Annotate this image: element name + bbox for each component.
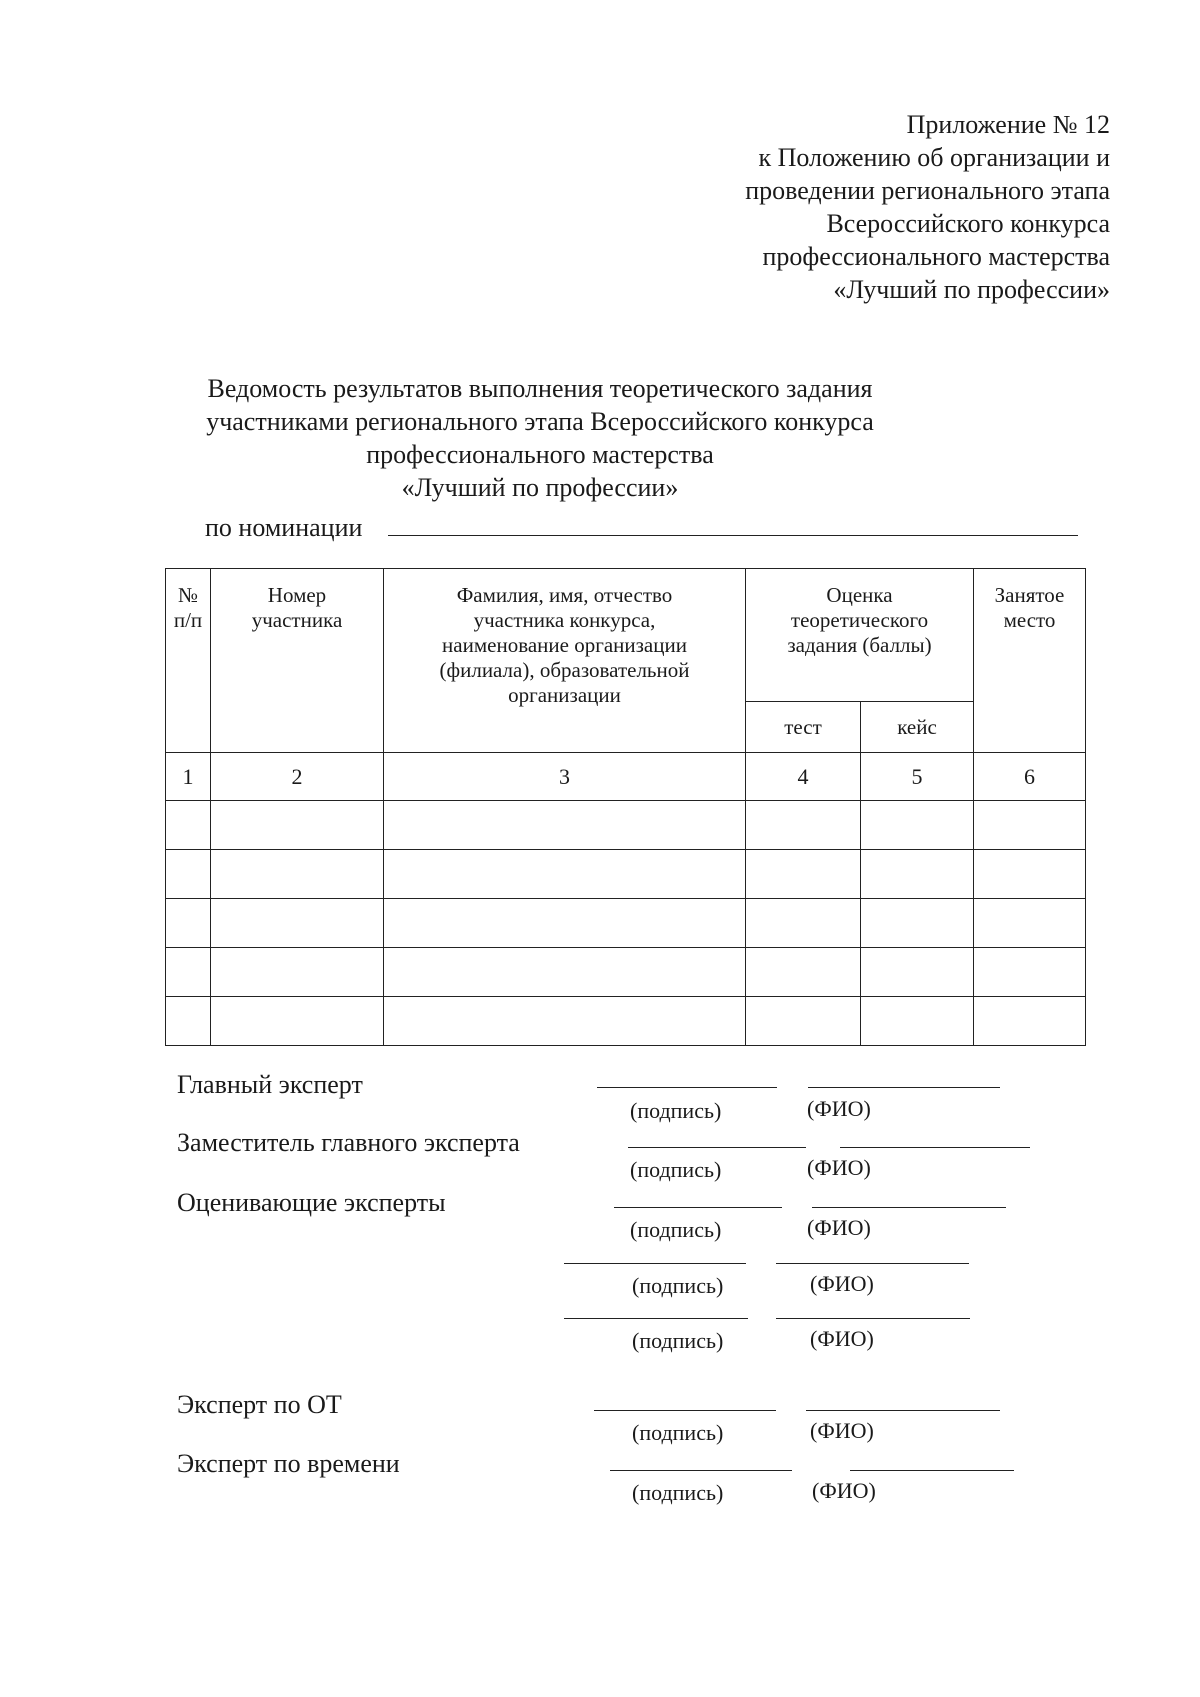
name-caption: (ФИО)	[807, 1155, 871, 1180]
role-time-expert: Эксперт по времени	[177, 1449, 400, 1478]
appendix-line: профессионального мастерства	[762, 242, 1110, 271]
name-line[interactable]	[806, 1410, 1000, 1411]
column-number: 4	[746, 753, 861, 801]
signature-caption: (подпись)	[632, 1328, 724, 1353]
signature-caption: (подпись)	[630, 1098, 722, 1123]
name-line[interactable]	[812, 1207, 1006, 1208]
name-caption: (ФИО)	[810, 1271, 874, 1296]
title-line: участниками регионального этапа Всероссийского конкурса	[206, 407, 874, 436]
role-chief-expert: Главный эксперт	[177, 1070, 363, 1099]
name-caption: (ФИО)	[807, 1215, 871, 1240]
name-line[interactable]	[776, 1263, 969, 1264]
appendix-line: проведении регионального этапа	[745, 176, 1110, 205]
header-place: Занятое место	[974, 569, 1086, 753]
role-deputy-expert: Заместитель главного эксперта	[177, 1128, 520, 1157]
signature-line[interactable]	[614, 1207, 782, 1208]
title-line: «Лучший по профессии»	[401, 473, 679, 502]
header-score: Оценка теоретического задания (баллы)	[746, 569, 974, 702]
signature-line[interactable]	[564, 1263, 746, 1264]
name-caption: (ФИО)	[807, 1096, 871, 1121]
column-number: 5	[861, 753, 974, 801]
header-participant-name: Фамилия, имя, отчество участника конкурса, наименование организации (филиала), образовательной организации	[384, 569, 746, 753]
signature-line[interactable]	[628, 1147, 806, 1148]
name-caption: (ФИО)	[810, 1418, 874, 1443]
signature-line[interactable]	[597, 1087, 777, 1088]
name-caption: (ФИО)	[812, 1478, 876, 1503]
header-num: № п/п	[166, 569, 211, 753]
signature-caption: (подпись)	[630, 1157, 722, 1182]
signature-caption: (подпись)	[630, 1217, 722, 1242]
column-number: 2	[211, 753, 384, 801]
name-caption: (ФИО)	[810, 1326, 874, 1351]
column-number: 1	[166, 753, 211, 801]
name-line[interactable]	[776, 1318, 970, 1319]
header-case: кейс	[861, 702, 974, 753]
signature-line[interactable]	[564, 1318, 748, 1319]
column-number: 3	[384, 753, 746, 801]
name-line[interactable]	[850, 1470, 1014, 1471]
signature-line[interactable]	[610, 1470, 792, 1471]
signature-caption: (подпись)	[632, 1420, 724, 1445]
name-line[interactable]	[808, 1087, 1000, 1088]
name-line[interactable]	[840, 1147, 1030, 1148]
appendix-line: Всероссийского конкурса	[826, 209, 1110, 238]
title-line: профессионального мастерства	[366, 440, 714, 469]
column-number: 6	[974, 753, 1086, 801]
signature-caption: (подпись)	[632, 1480, 724, 1505]
signature-line[interactable]	[594, 1410, 776, 1411]
signature-caption: (подпись)	[632, 1273, 724, 1298]
appendix-line: «Лучший по профессии»	[833, 275, 1110, 304]
header-test: тест	[746, 702, 861, 753]
nomination-label: по номинации	[205, 513, 363, 542]
appendix-line: к Положению об организации и	[758, 143, 1110, 172]
role-evaluating-experts: Оценивающие эксперты	[177, 1188, 446, 1217]
title-line: Ведомость результатов выполнения теоретического задания	[207, 374, 873, 403]
header-participant-number: Номер участника	[211, 569, 384, 753]
appendix-line: Приложение № 12	[906, 110, 1110, 139]
role-ot-expert: Эксперт по ОТ	[177, 1390, 342, 1419]
